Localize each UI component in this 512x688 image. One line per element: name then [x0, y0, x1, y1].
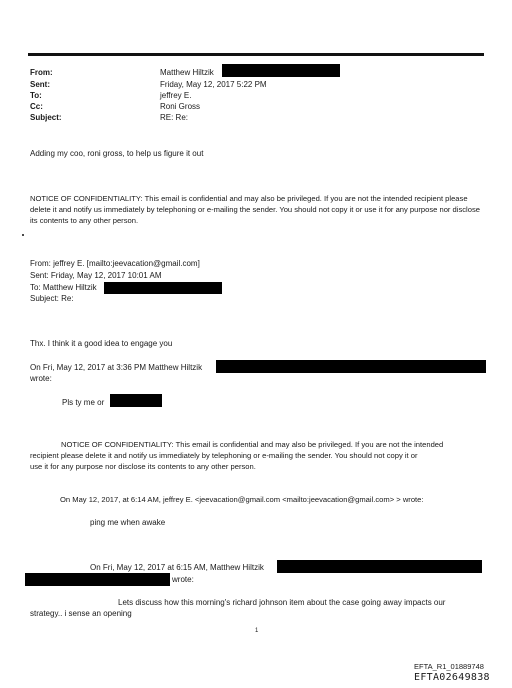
quote-header: On Fri, May 12, 2017 at 6:15 AM, Matthew Hiltzik [90, 563, 264, 572]
quote-header: On Fri, May 12, 2017 at 3:36 PM Matthew Hiltzik [30, 363, 203, 372]
bates-number-small: EFTA_R1_01889748 [414, 662, 484, 671]
to-label: To: [30, 91, 42, 100]
redaction-block [277, 560, 482, 573]
quote-wrote: wrote: [172, 575, 194, 584]
to-value: jeffrey E. [160, 91, 192, 100]
from-label: From: [30, 68, 53, 77]
forwarded-to: To: Matthew Hiltzik [30, 283, 97, 292]
confidentiality-notice: NOTICE OF CONFIDENTIALITY: This email is confidential and may also be privileged. If you are not the intended recipient please delete it and notify us immediately by telephoning or e-mailing the sender. You should not copy it or use it for any purpose nor disclose its contents to any other person. [30, 194, 480, 225]
sent-value: Friday, May 12, 2017 5:22 PM [160, 80, 267, 89]
forwarded-sent: Sent: Friday, May 12, 2017 10:01 AM [30, 271, 162, 280]
body-line: Adding my coo, roni gross, to help us figure it out [30, 149, 204, 158]
forwarded-subject: Subject: Re: [30, 294, 74, 303]
stray-mark [22, 234, 24, 236]
cc-label: Cc: [30, 102, 43, 111]
quoted-message: Pls ty me or [62, 398, 105, 407]
redaction-block [25, 573, 170, 586]
redaction-block [104, 282, 222, 294]
sent-label: Sent: [30, 80, 50, 89]
confidentiality-notice-line: NOTICE OF CONFIDENTIALITY: This email is confidential and may also be privileged. If you are not the intended [61, 440, 444, 449]
quoted-message-line: Lets discuss how this morning's richard johnson item about the case going away impacts our [118, 598, 446, 607]
redaction-block [216, 360, 486, 373]
quote-wrote: wrote: [30, 374, 52, 383]
quote-header: On May 12, 2017, at 6:14 AM, jeffrey E. <jeevacation@gmail.com <mailto:jeevacation@gmail.com> > wrote: [60, 495, 424, 504]
from-value: Matthew Hiltzik [160, 68, 214, 77]
page-number: 1 [255, 628, 259, 634]
forwarded-from: From: jeffrey E. [mailto:jeevacation@gmail.com] [30, 259, 200, 268]
reply-text: Thx. I think it a good idea to engage you [30, 339, 173, 348]
quoted-message-line: strategy.. i sense an opening [30, 609, 132, 618]
subject-label: Subject: [30, 113, 62, 122]
subject-value: RE: Re: [160, 113, 189, 122]
confidentiality-notice-line: use it for any purpose nor disclose its contents to any other person. [30, 462, 256, 471]
redaction-block [222, 64, 340, 77]
confidentiality-notice-line: recipient please delete it and notify us immediately by telephoning or e-mailing the sender. You should not copy it or [30, 451, 418, 460]
bates-number-large: EFTA02649838 [414, 672, 490, 683]
cc-value: Roni Gross [160, 102, 201, 111]
redaction-block [110, 394, 162, 407]
quoted-message: ping me when awake [90, 518, 166, 527]
header-rule [28, 53, 484, 56]
